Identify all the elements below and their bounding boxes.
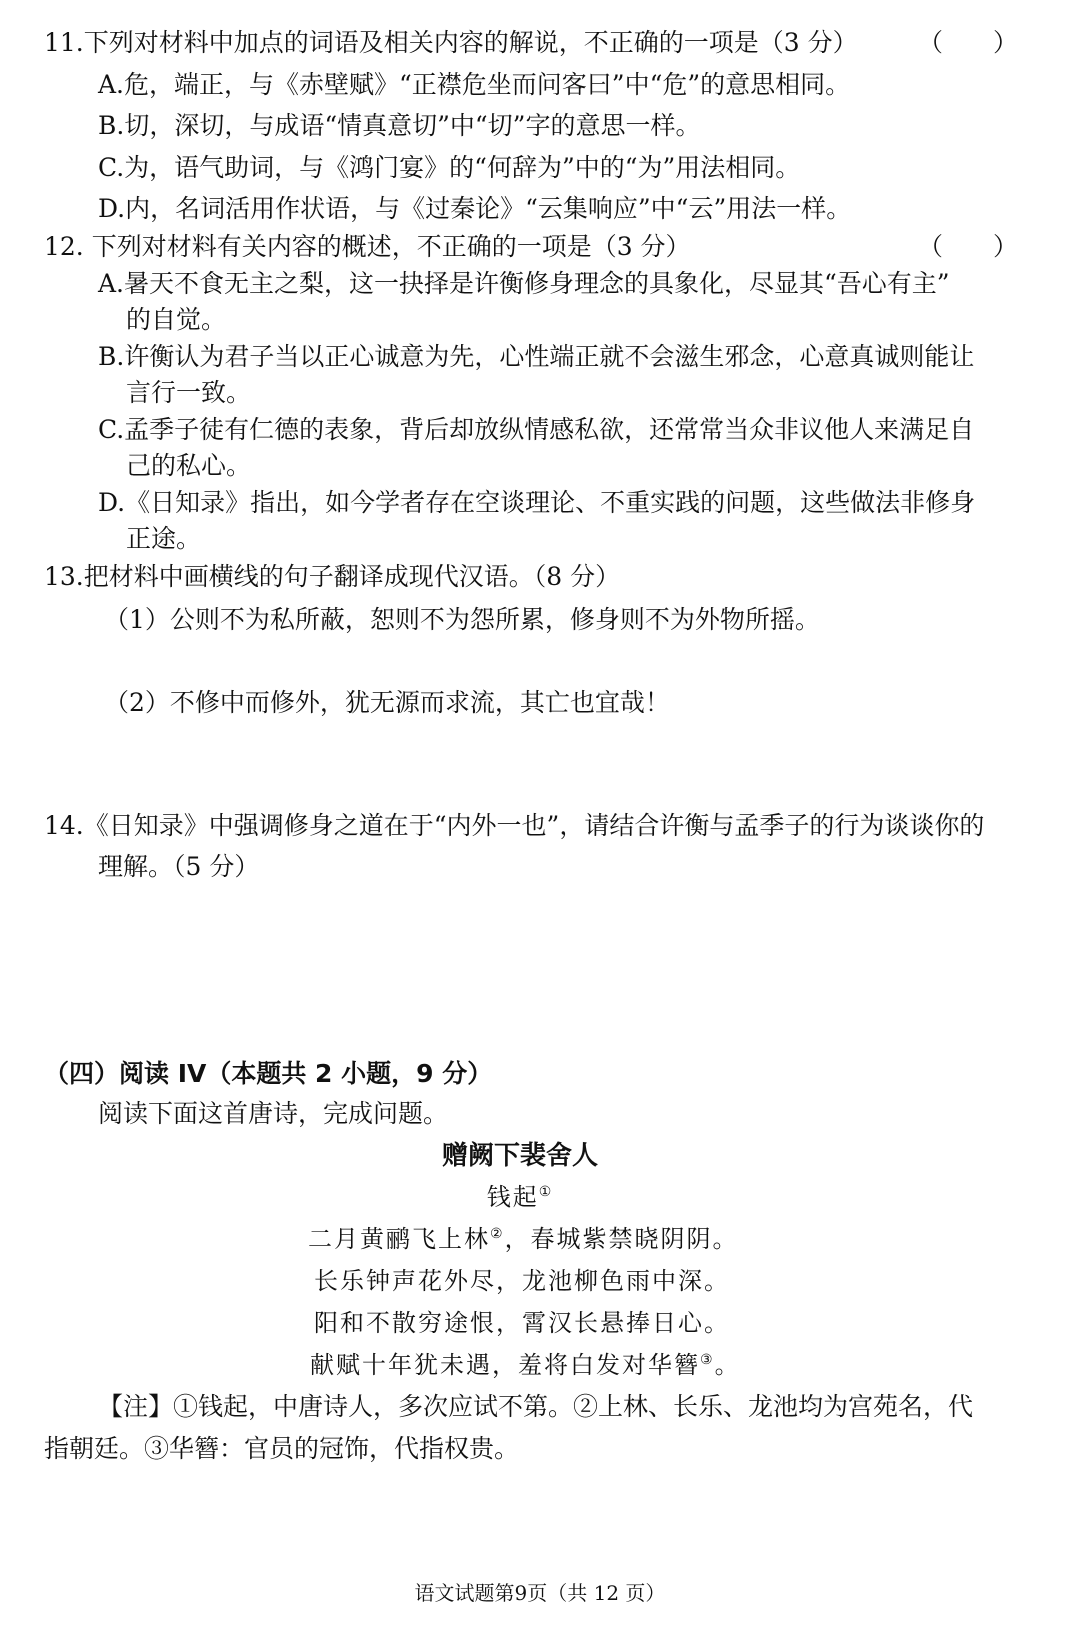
poem-line: 阳和不散穷途恨，霄汉长悬捧日心。: [314, 1309, 730, 1337]
poem-title: 赠阙下裴舍人: [441, 1141, 598, 1171]
q14-stem: 14.《日知录》中强调修身之道在于“内外一也”，请结合许衡与孟季子的行为谈谈你的: [44, 811, 985, 840]
q12-option-d: D.《日知录》指出，如今学者存在空谈理论、不重实践的问题，这些做法非修身: [98, 488, 976, 517]
q12-option-b-cont: 言行一致。: [126, 378, 252, 407]
poem-author: [0, 1180, 1060, 1214]
q12-option-c: C.孟季子徒有仁德的表象，背后却放纵情感私欲，还常常当众非议他人来满足自: [98, 415, 975, 444]
q13-item-2: （2）不修中而修外，犹无源而求流，其亡也宜哉！: [104, 688, 670, 717]
footnote-marker: ③: [700, 1352, 715, 1368]
poem-line: 长乐钟声花外尽，龙池柳色雨中深。: [314, 1267, 730, 1295]
q11-option-c: C.为，语气助词，与《鸿门宴》的“何辞为”中的“为”用法相同。: [98, 153, 801, 182]
q14-stem-cont: 理解。（5 分）: [98, 852, 260, 881]
poem-line-rest: 。: [714, 1351, 741, 1379]
footnote-marker: ②: [490, 1226, 505, 1242]
q13-stem: 13.把材料中画横线的句子翻译成现代汉语。（8 分）: [44, 562, 621, 591]
q11-stem: 11.下列对材料中加点的词语及相关内容的解说，不正确的一项是（3 分）: [44, 28, 858, 57]
q11-option-b: B.切，深切，与成语“情真意切”中“切”字的意思一样。: [98, 111, 701, 140]
poem-line: [308, 1222, 739, 1256]
page-footer: 语文试题第9页（共 12 页）: [414, 1581, 666, 1605]
q11-option-a: A.危，端正，与《赤壁赋》“正襟危坐而问客曰”中“危”的意思相同。: [98, 70, 851, 99]
q12-option-b: B.许衡认为君子当以正心诚意为先，心性端正就不会滋生邪念，心意真诚则能让: [98, 342, 975, 371]
section-instruction: 阅读下面这首唐诗，完成问题。: [98, 1099, 449, 1128]
q12-stem: 12. 下列对材料有关内容的概述，不正确的一项是（3 分）: [44, 232, 691, 261]
q12-option-a-cont: 的自觉。: [126, 305, 227, 334]
poem-author-name: 钱起: [486, 1183, 539, 1211]
section-heading: （四）阅读 IV（本题共 2 小题，9 分）: [44, 1059, 493, 1088]
q12-option-a: A.暑天不食无主之梨，这一抉择是许衡修身理念的具象化，尽显其“吾心有主”: [98, 269, 950, 298]
q12-option-c-cont: 己的私心。: [126, 451, 252, 480]
poem-line-rest: ，春城紫禁晓阴阴。: [504, 1225, 739, 1253]
q11-option-d: D.内，名词活用作状语，与《过秦论》“云集响应”中“云”用法一样。: [98, 194, 852, 223]
q13-item-1: （1）公则不为私所蔽，恕则不为怨所累，修身则不为外物所摇。: [104, 605, 820, 634]
poem-note-line-2: 指朝廷。③华簪：官员的冠饰，代指权贵。: [44, 1434, 520, 1463]
q12-option-d-cont: 正途。: [126, 524, 202, 553]
poem-note-line-1: 【注】①钱起，中唐诗人，多次应试不第。②上林、长乐、龙池均为宫苑名，代: [98, 1392, 974, 1421]
footnote-marker: ①: [538, 1184, 554, 1200]
q11-answer-paren: （ ）: [918, 28, 1019, 57]
poem-line: [310, 1348, 741, 1382]
poem-line-text: 献赋十年犹未遇，羞将白发对华簪: [310, 1351, 700, 1379]
poem-line-text: 二月黄鹂飞上林: [308, 1225, 490, 1253]
q12-answer-paren: （ ）: [918, 232, 1019, 261]
